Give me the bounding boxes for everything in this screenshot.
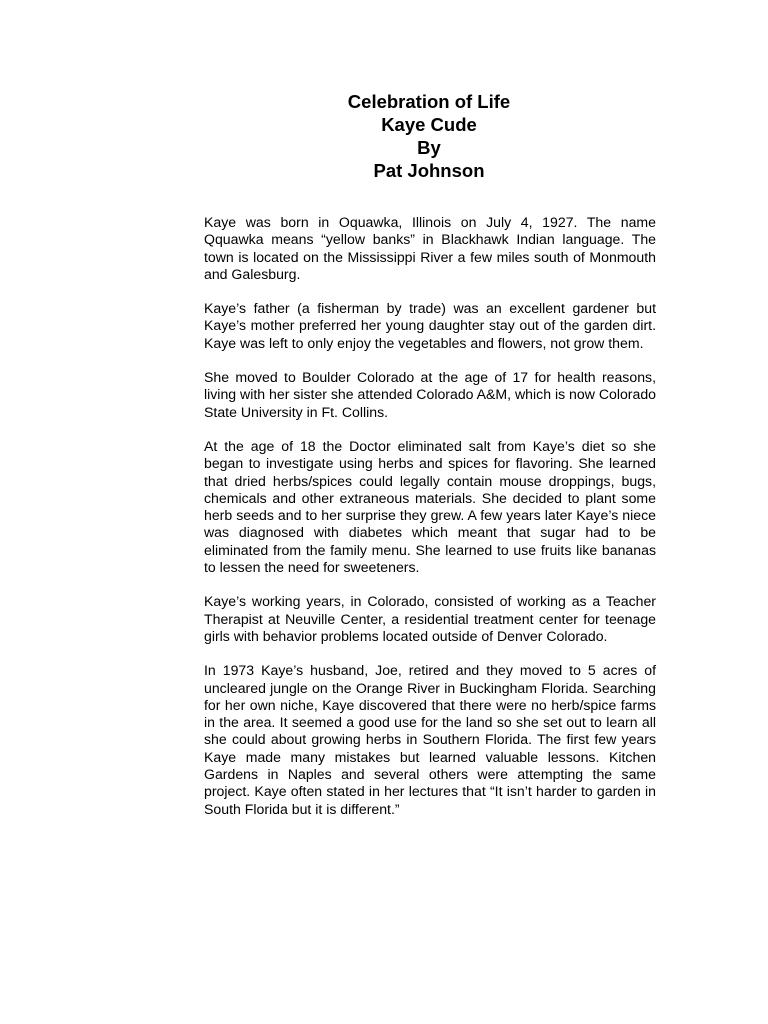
paragraph-herbs: At the age of 18 the Doctor eliminated salt from Kaye’s diet so she began to investigate using herbs and spices for flavoring. She learned that dried herbs/spices could legally contain mouse droppings, bugs, chemicals and other extraneous materials. She decided to plant some herb seeds and to her surprise they grew. A few years later Kaye’s niece was diagnosed with diabetes which meant that sugar had to be eliminated from the family menu. She learned to use fruits like bananas to lessen the need for sweeteners. xyxy=(204,437,656,576)
byline-by: By xyxy=(417,137,441,158)
author-name: Pat Johnson xyxy=(373,160,485,181)
subject-name: Kaye Cude xyxy=(381,114,477,135)
document-title: Celebration of Life xyxy=(347,91,511,112)
paragraph-working-years: Kaye’s working years, in Colorado, consisted of working as a Teacher Therapist at Neuville Center, a residential treatment center for teenage girls with behavior problems located outside of Denver Colorado. xyxy=(204,593,656,644)
paragraph-parents: Kaye’s father (a fisherman by trade) was an excellent gardener but Kaye’s mother preferred her young daughter stay out of the garden dirt. Kaye was left to only enjoy the vegetables and flowers, not grow them. xyxy=(204,300,656,351)
paragraph-florida: In 1973 Kaye’s husband, Joe, retired and they moved to 5 acres of uncleared jungle on the Orange River in Buckingham Florida. Searching for her own niche, Kaye discovered that there were no herb/spice farms in the area. It seemed a good use for the land so she set out to learn all she could about growing herbs in Southern Florida. The first few years Kaye made many mistakes but learned valuable lessons. Kitchen Gardens in Naples and several others were attempting the same project. Kaye often stated in her lectures that “It isn’t harder to garden in South Florida but it is different.” xyxy=(204,662,656,817)
paragraph-birth: Kaye was born in Oquawka, Illinois on July 4, 1927. The name Qquawka means “yellow banks” in Blackhawk Indian language. The town is located on the Mississippi River a few miles south of Monmouth and Galesburg. xyxy=(204,214,656,282)
paragraph-boulder: She moved to Boulder Colorado at the age of 17 for health reasons, living with her sister she attended Colorado A&M, which is now Colorado State University in Ft. Collins. xyxy=(204,369,657,420)
body-text xyxy=(204,214,656,835)
title-block xyxy=(0,90,768,182)
